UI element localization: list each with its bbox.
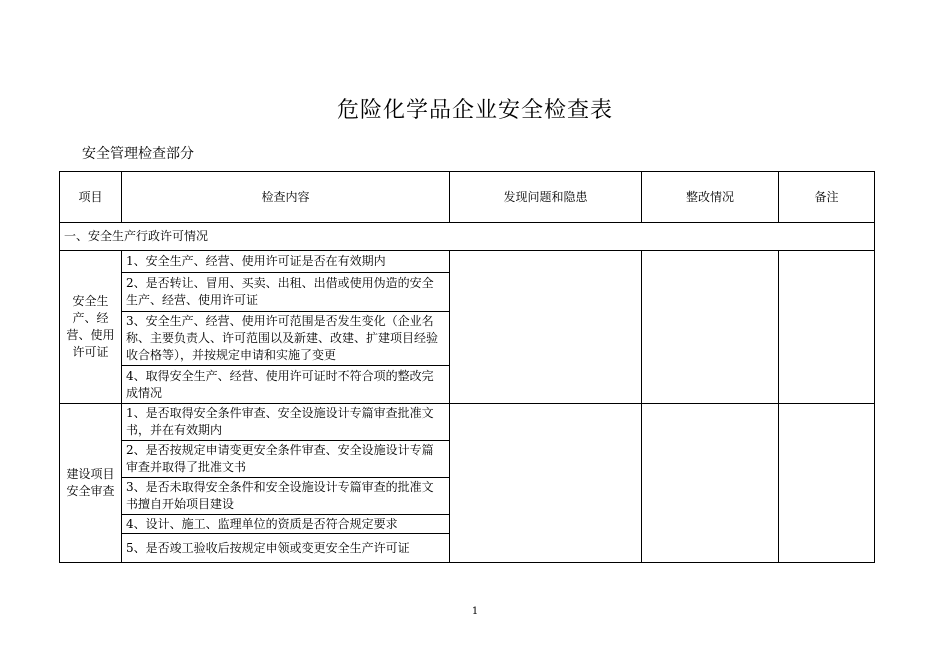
check-item: 2、是否转让、冒用、买卖、出租、出借或使用伪造的安全生产、经营、使用许可证 — [122, 273, 450, 312]
check-item: 3、安全生产、经营、使用许可范围是否发生变化（企业名称、主要负责人、许可范围以及新建、改建、扩建项目经验收合格等），并按规定申请和实施了变更 — [122, 312, 450, 366]
rectification-cell[interactable] — [642, 404, 779, 563]
issues-cell[interactable] — [450, 404, 642, 563]
rectification-cell[interactable] — [642, 251, 779, 404]
check-item: 4、取得安全生产、经营、使用许可证时不符合项的整改完成情况 — [122, 366, 450, 404]
document-title: 危险化学品企业安全检查表 — [336, 98, 613, 123]
header-remarks: 备注 — [779, 172, 875, 223]
check-item: 1、是否取得安全条件审查、安全设施设计专篇审查批准文书，并在有效期内 — [122, 404, 450, 441]
check-item: 5、是否竣工验收后按规定申领或变更安全生产许可证 — [122, 534, 450, 563]
remarks-cell[interactable] — [779, 251, 875, 404]
table-row — [60, 404, 875, 441]
table-row — [60, 251, 875, 273]
table-header-row — [60, 172, 875, 223]
issues-cell[interactable] — [450, 251, 642, 404]
section-subtitle: 安全管理检查部分 — [82, 146, 194, 162]
header-item: 项目 — [60, 172, 122, 223]
check-item: 3、是否未取得安全条件和安全设施设计专篇审查的批准文书擅自开始项目建设 — [122, 478, 450, 515]
check-item: 4、设计、施工、监理单位的资质是否符合规定要求 — [122, 515, 450, 534]
remarks-cell[interactable] — [779, 404, 875, 563]
check-item: 2、是否按规定申请变更安全条件审查、安全设施设计专篇审查并取得了批准文书 — [122, 441, 450, 478]
header-issues: 发现问题和隐患 — [450, 172, 642, 223]
header-rectification: 整改情况 — [642, 172, 779, 223]
check-item: 1、安全生产、经营、使用许可证是否在有效期内 — [122, 251, 450, 273]
header-content: 检查内容 — [122, 172, 450, 223]
inspection-table — [59, 171, 875, 563]
section-row — [60, 223, 875, 251]
section-title: 一、安全生产行政许可情况 — [60, 223, 875, 251]
page-number: 1 — [471, 606, 479, 617]
category-license: 安全生产、经营、使用许可证 — [60, 251, 122, 404]
category-construction-review: 建设项目安全审查 — [60, 404, 122, 563]
